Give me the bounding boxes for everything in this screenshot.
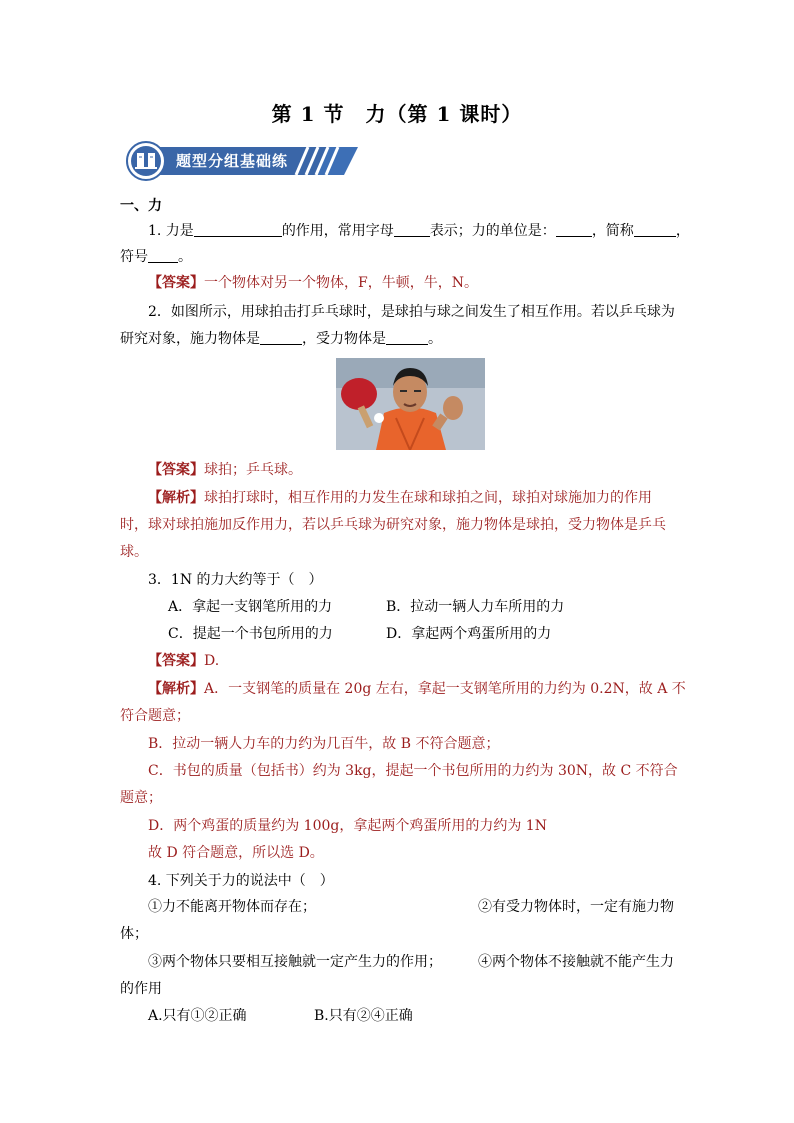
q2-analysis-line3: 球。 bbox=[120, 544, 148, 560]
banner-label: 题型分组基础练 bbox=[176, 152, 289, 170]
q4-stem: 4. 下列关于力的说法中（ ） bbox=[148, 873, 334, 889]
q3-analysis-b: B．拉动一辆人力车的力约为几百牛，故 B 不符合题意； bbox=[148, 736, 500, 752]
q3-analysis-d2: 故 D 符合题意，所以选 D。 bbox=[148, 845, 324, 861]
q1-answer: 【答案】一个物体对另一个物体，F，牛顿，牛，N。 bbox=[148, 275, 478, 291]
q3-analysis-a2: 符合题意； bbox=[120, 708, 190, 724]
q2-line1: 2．如图所示，用球拍击打乒乓球时，是球拍与球之间发生了相互作用。若以乒乓球为 bbox=[148, 304, 675, 320]
q3-analysis-c1: C．书包的质量（包括书）约为 3kg，提起一个书包所用的力约为 30N，故 C 不符合 bbox=[148, 763, 678, 779]
q2-line2: 研究对象，施力物体是 ，受力物体是 。 bbox=[120, 331, 442, 347]
q3-option-b: B．拉动一辆人力车所用的力 bbox=[386, 599, 565, 615]
q4-option-a: A.只有①②正确 bbox=[148, 1008, 247, 1024]
q4-statement-4-cont: 的作用 bbox=[120, 981, 162, 997]
page-title: 第 1 节 力（第 1 课时） bbox=[271, 102, 523, 126]
q4-option-b: B.只有②④正确 bbox=[314, 1008, 413, 1024]
section-banner bbox=[122, 141, 358, 181]
q2-answer: 【答案】球拍；乒乓球。 bbox=[148, 462, 302, 478]
q3-option-a: A．拿起一支钢笔所用的力 bbox=[168, 599, 333, 615]
q3-analysis-d1: D．两个鸡蛋的质量约为 100g，拿起两个鸡蛋所用的力约为 1N bbox=[148, 818, 547, 834]
q4-statement-3: ③两个物体只要相互接触就一定产生力的作用； bbox=[148, 954, 442, 970]
q2-analysis-line2: 时，球对球拍施加反作用力，若以乒乓球为研究对象，施力物体是球拍，受力物体是乒乓 bbox=[120, 517, 666, 533]
q1-line1: 1. 力是 的作用，常用字母 表示；力的单位是： ，简称 ， bbox=[148, 223, 690, 239]
q3-option-c: C．提起一个书包所用的力 bbox=[168, 626, 333, 642]
q3-analysis-c2: 题意； bbox=[120, 790, 162, 806]
q3-analysis-a1: 【解析】A．一支钢笔的质量在 20g 左右，拿起一支钢笔所用的力约为 0.2N，故 A 不 bbox=[148, 681, 686, 697]
q4-statement-4: ④两个物体不接触就不能产生力 bbox=[478, 954, 674, 970]
q1-line2: 符号 。 bbox=[120, 249, 192, 265]
section-heading: 一、力 bbox=[120, 198, 162, 214]
q2-analysis-line1: 【解析】球拍打球时，相互作用的力发生在球和球拍之间，球拍对球施加力的作用 bbox=[148, 490, 652, 506]
table-tennis-photo bbox=[336, 358, 485, 450]
q4-statement-1: ①力不能离开物体而存在； bbox=[148, 899, 316, 915]
q3-option-d: D．拿起两个鸡蛋所用的力 bbox=[386, 626, 552, 642]
q4-statement-2-cont: 体； bbox=[120, 926, 148, 942]
q3-answer: 【答案】D. bbox=[148, 653, 220, 669]
q4-statement-2: ②有受力物体时，一定有施力物 bbox=[478, 899, 674, 915]
q3-stem: 3．1N 的力大约等于（ ） bbox=[148, 572, 323, 588]
